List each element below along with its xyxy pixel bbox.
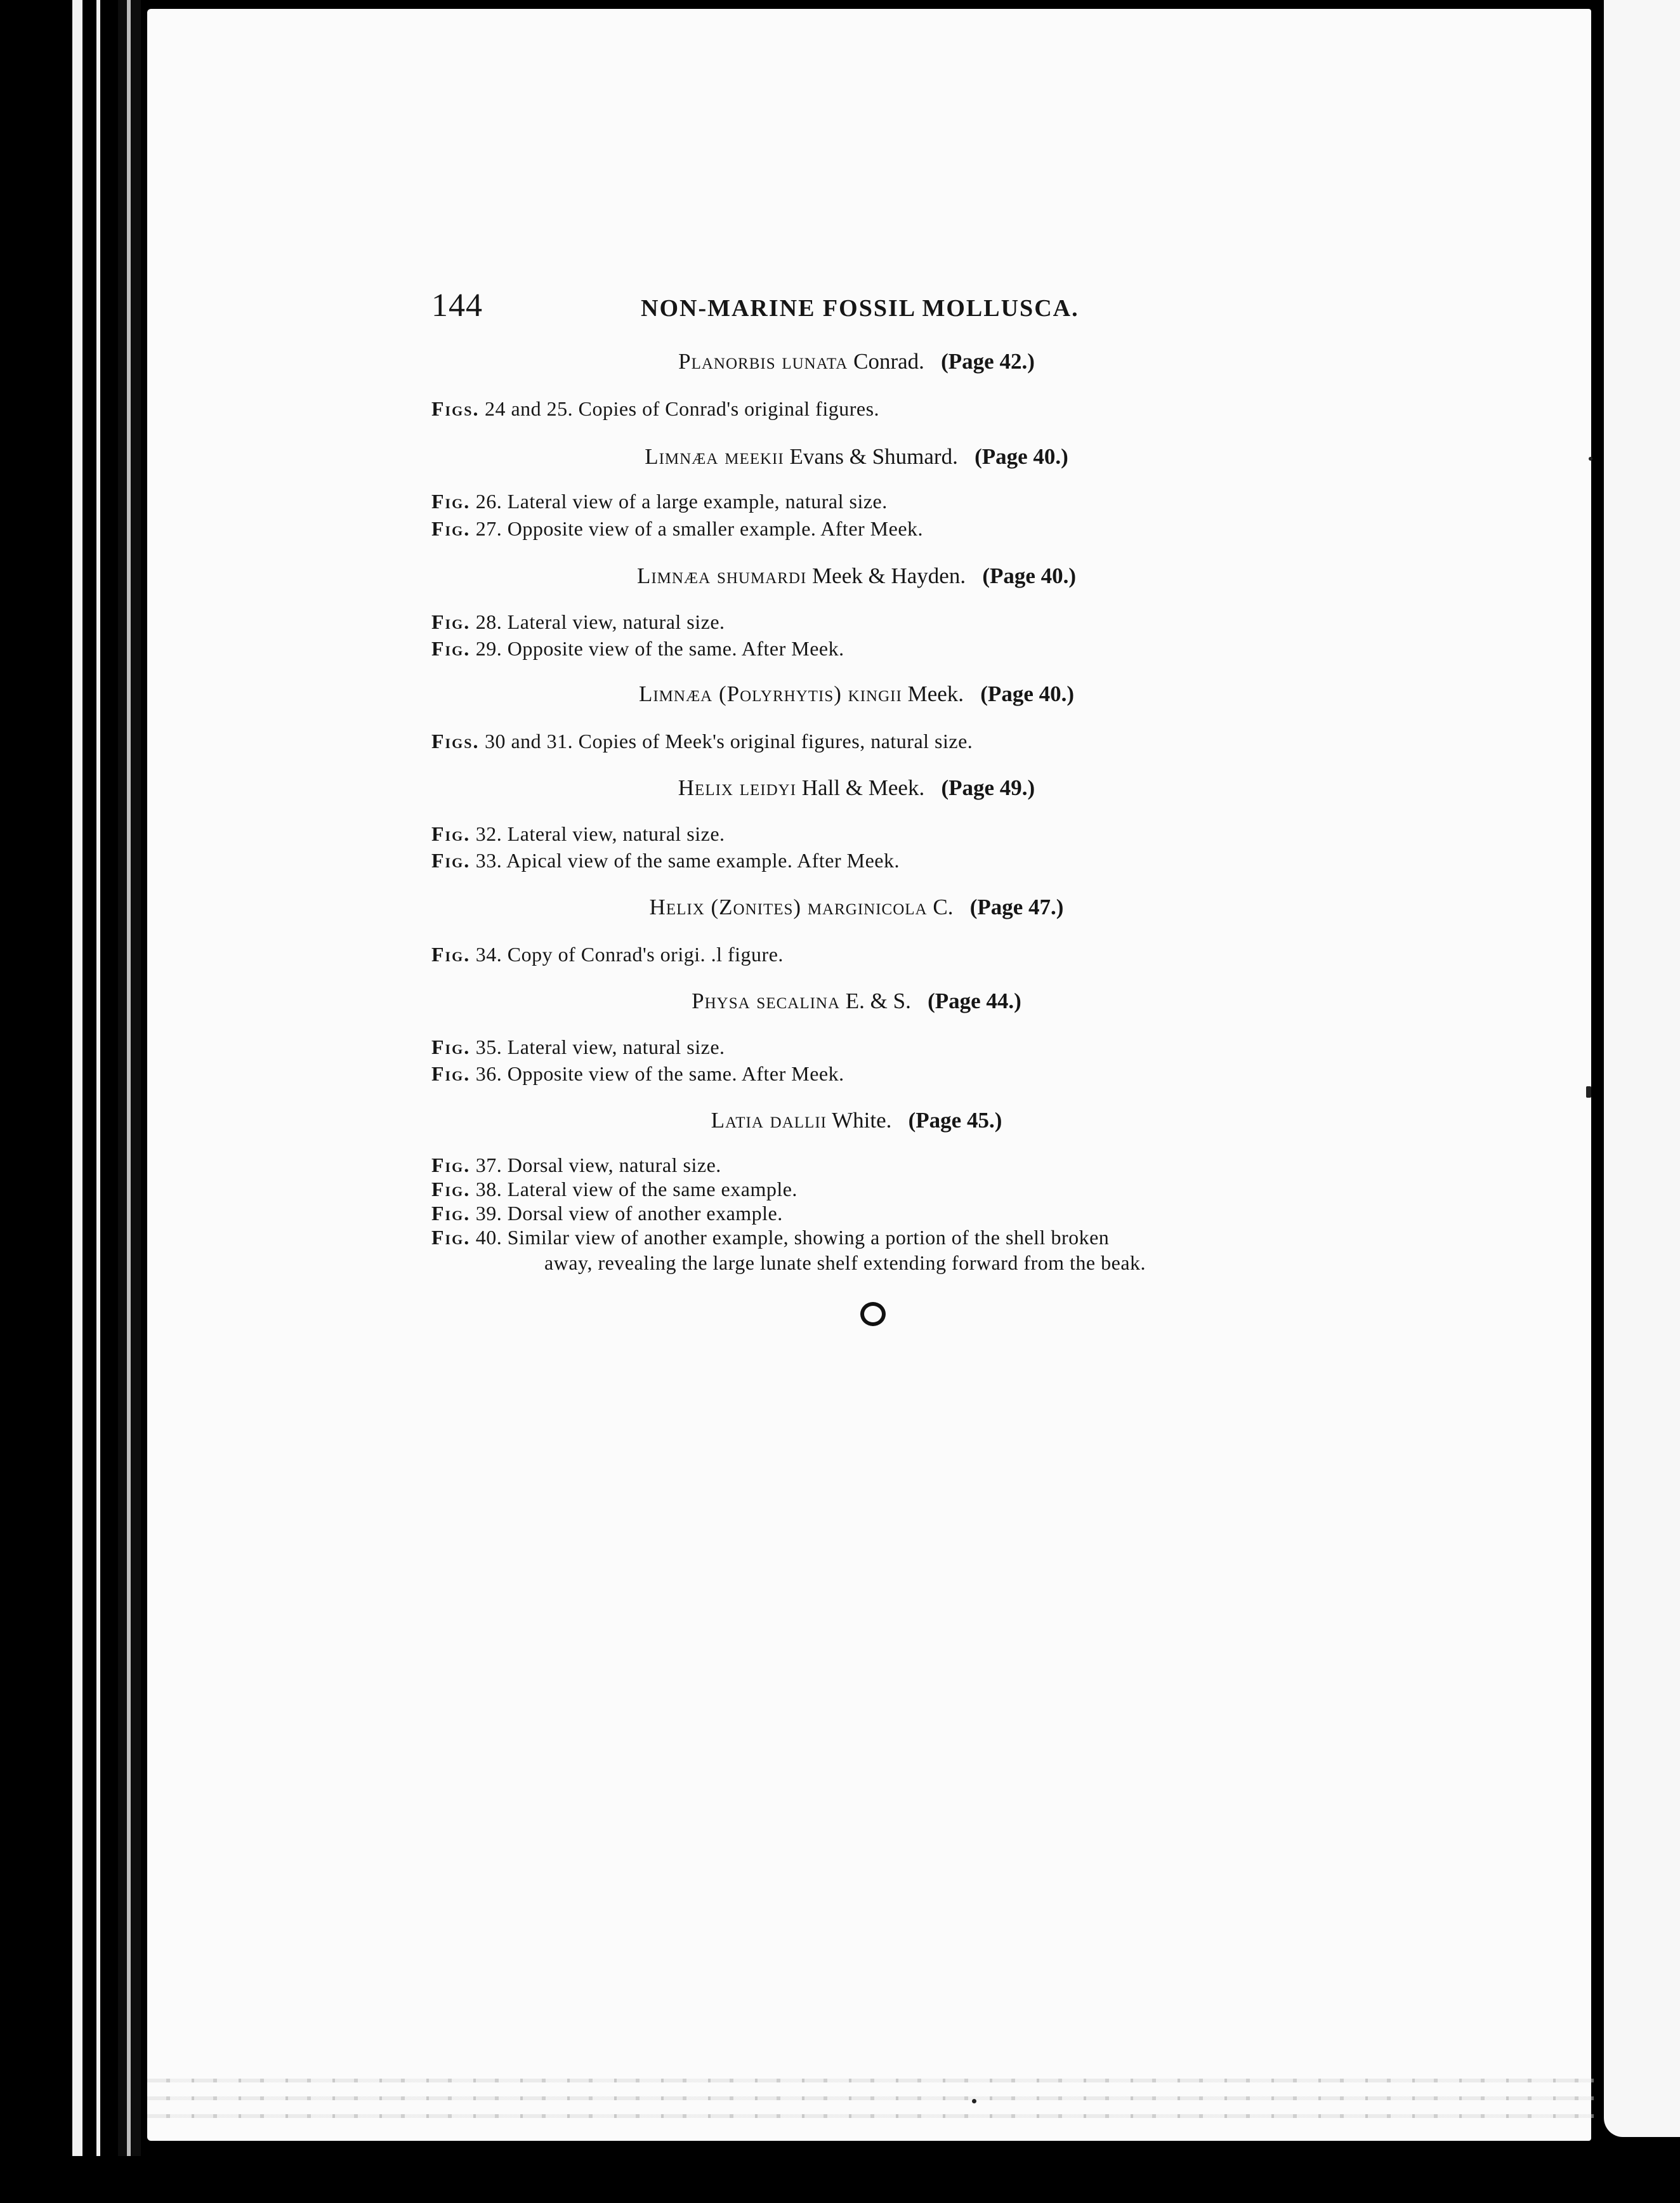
species-name: Latia dallii (711, 1108, 827, 1133)
species-authority: Conrad. (853, 349, 924, 374)
species-authority: C. (933, 895, 954, 919)
figure-caption (431, 490, 888, 513)
figure-text: Lateral view of a large example, natural size. (507, 490, 888, 513)
figure-label: Fig. (431, 637, 471, 660)
figure-label: Fig. (431, 943, 471, 966)
figure-number: 33. (475, 849, 502, 872)
figure-text: Lateral view, natural size. (507, 822, 725, 845)
bleed-through-text (147, 2114, 1594, 2118)
figure-text: Opposite view of a smaller example. After Meek. (507, 517, 924, 540)
figure-caption (431, 1202, 783, 1225)
figure-caption (431, 637, 844, 661)
species-heading (431, 989, 1282, 1014)
page-reference: (Page 45.) (908, 1108, 1002, 1133)
figure-caption (431, 1226, 1109, 1249)
running-title: NON-MARINE FOSSIL MOLLUSCA. (641, 295, 1079, 322)
ink-speck (1586, 1086, 1591, 1098)
running-header (431, 287, 1117, 331)
figure-number: 35. (475, 1036, 502, 1058)
figure-label: Fig. (431, 1202, 471, 1225)
figure-label: Figs. (431, 730, 480, 753)
species-heading (431, 775, 1282, 801)
species-heading (431, 895, 1282, 920)
figure-label: Figs. (431, 397, 480, 420)
figure-text: away, revealing the large lunate shelf extending forward from the beak. (544, 1251, 1146, 1274)
figure-text: Opposite view of the same. After Meek. (507, 637, 844, 660)
figure-text: Similar view of another example, showing a portion of the shell broken (507, 1226, 1110, 1249)
species-heading (431, 563, 1282, 589)
binding-light-strip (72, 0, 82, 2203)
page-reference: (Page 40.) (982, 563, 1077, 588)
figure-text: Dorsal view of another example. (507, 1202, 783, 1225)
figure-number: 32. (475, 822, 502, 845)
figure-label: Fig. (431, 849, 471, 872)
end-ornament (860, 1302, 886, 1326)
binding-light-strip (127, 0, 131, 2203)
figure-number: 27. (475, 517, 502, 540)
species-name: Helix leidyi (678, 775, 797, 800)
figure-caption (431, 943, 784, 966)
figure-number: 38. (475, 1178, 502, 1200)
species-name: Limnæa shumardi (636, 563, 807, 588)
figure-number: 36. (475, 1062, 502, 1085)
figure-text: Copy of Conrad's origi. .l figure. (507, 943, 784, 966)
species-authority: Meek. (907, 681, 964, 706)
figure-label: Fig. (431, 490, 471, 513)
species-name: Physa secalina (692, 989, 841, 1013)
figure-caption (431, 822, 725, 846)
figure-caption (431, 610, 725, 634)
figure-label: Fig. (431, 610, 471, 633)
species-heading (431, 1108, 1282, 1133)
page-reference: (Page 44.) (928, 989, 1021, 1013)
figure-label: Fig. (431, 1178, 471, 1200)
species-name: Planorbis lunata (678, 349, 848, 374)
figure-text: Lateral view of the same example. (507, 1178, 797, 1200)
page-reference: (Page 42.) (941, 349, 1035, 374)
figure-number: 34. (475, 943, 502, 966)
figure-number: 24 and 25. (484, 397, 574, 420)
page-reference: (Page 40.) (975, 444, 1068, 469)
species-name: Limnæa (Polyrhytis) kingii (638, 681, 902, 706)
figure-number: 30 and 31. (484, 730, 574, 753)
page-number: 144 (431, 287, 483, 324)
species-authority: E. & S. (845, 989, 911, 1013)
figure-number: 26. (475, 490, 502, 513)
figure-number: 28. (475, 610, 502, 633)
figure-caption (431, 517, 923, 541)
figure-number: 39. (475, 1202, 502, 1225)
figure-caption-continuation (544, 1251, 1146, 1275)
ink-speck (972, 2099, 976, 2103)
figure-text: Copies of Conrad's original figures. (578, 397, 880, 420)
page-reference: (Page 49.) (941, 775, 1035, 800)
figure-caption (431, 1036, 725, 1059)
page-reference: (Page 47.) (969, 895, 1064, 919)
bleed-through-text (147, 2096, 1594, 2100)
figure-text: Copies of Meek's original figures, natural size. (578, 730, 973, 753)
page-reference: (Page 40.) (980, 681, 1075, 706)
figure-caption (431, 1178, 797, 1201)
scan-bottom-edge (0, 2156, 1680, 2203)
ink-speck (1589, 457, 1592, 461)
figure-label: Fig. (431, 1036, 471, 1058)
species-authority: Evans & Shumard. (789, 444, 958, 469)
species-heading (431, 681, 1282, 707)
figure-label: Fig. (431, 517, 471, 540)
figure-caption (431, 1062, 844, 1086)
figure-label: Fig. (431, 1226, 471, 1249)
figure-text: Lateral view, natural size. (507, 1036, 725, 1058)
species-name: Limnæa meekii (645, 444, 784, 469)
figure-caption (431, 849, 900, 872)
species-authority: Hall & Meek. (801, 775, 925, 800)
species-authority: Meek & Hayden. (812, 563, 966, 588)
figure-label: Fig. (431, 1062, 471, 1085)
figure-text: Opposite view of the same. After Meek. (507, 1062, 844, 1085)
figure-text: Dorsal view, natural size. (507, 1154, 721, 1176)
species-heading (431, 444, 1282, 470)
next-page-edge (1604, 0, 1680, 2137)
figure-label: Fig. (431, 1154, 471, 1176)
species-name: Helix (Zonites) marginicola (649, 895, 928, 919)
species-heading (431, 349, 1282, 374)
figure-text: Apical view of the same example. After Meek. (506, 849, 900, 872)
figure-caption (431, 397, 879, 421)
binding-light-strip (96, 0, 100, 2203)
figure-caption (431, 730, 973, 753)
figure-text: Lateral view, natural size. (507, 610, 725, 633)
figure-number: 37. (475, 1154, 502, 1176)
figure-number: 29. (475, 637, 502, 660)
figure-caption (431, 1154, 721, 1177)
figure-label: Fig. (431, 822, 471, 845)
figure-number: 40. (475, 1226, 502, 1249)
species-authority: White. (832, 1108, 892, 1133)
bleed-through-text (147, 2079, 1594, 2082)
